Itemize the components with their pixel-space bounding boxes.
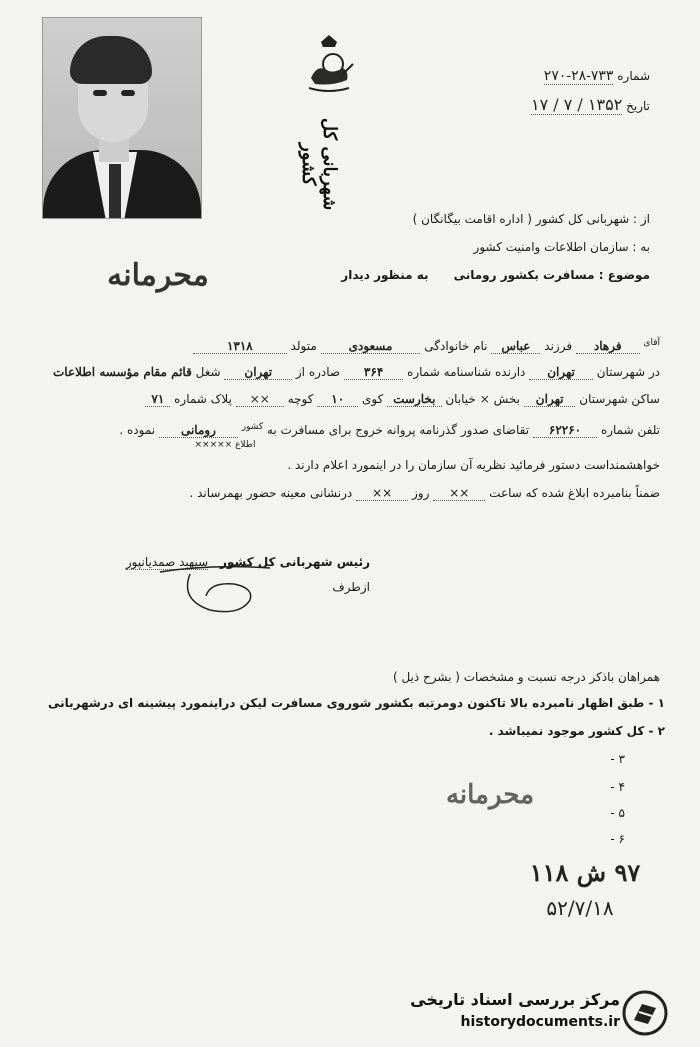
- subject-label: موضوع :: [598, 268, 650, 282]
- street-name: بخارست: [387, 392, 441, 407]
- body-line-4: تلفن شماره ۶۲۲۶۰ تقاضای صدور گذرنامه پروانه خروج برای مسافرت به $^{کشور}$ رومانی نموده .: [119, 422, 660, 437]
- from-label: از :: [633, 212, 650, 226]
- portrait-photo: [42, 17, 202, 219]
- number-label: شماره: [617, 69, 650, 83]
- subject-value: مسافرت بکشور رومانی: [453, 268, 595, 282]
- footer-url: historydocuments.ir: [460, 1014, 620, 1030]
- classification-stamp: محرمانه: [107, 258, 209, 293]
- companion-item: ۴ -: [610, 780, 625, 794]
- from-line: [360, 212, 650, 226]
- footer-title: مرکز بررسی اسناد تاریخی: [410, 990, 620, 1009]
- from-value: شهربانی کل کشور ( اداره اقامت بیگانگان ): [412, 212, 630, 226]
- companions-heading: همراهان باذکر درجه نسبت و مشخصات ( بشرح ذیل ): [392, 670, 660, 684]
- archive-logo-icon: [622, 990, 668, 1036]
- first-name: فرهاد: [576, 339, 640, 354]
- date-label: تاریخ: [626, 99, 650, 113]
- on-behalf-label: ازطرف: [332, 580, 370, 594]
- number-value: ۷۳۳-۲۸-۲۷۰: [543, 68, 614, 84]
- body-line-3: ساکن شهرستان تهران بخش × خیابان بخارست کوی ۱۰ کوچه ×× پلاک شماره ۷۱: [60, 392, 660, 406]
- handwritten-signature: [150, 560, 300, 620]
- surname: مسعودی: [321, 339, 421, 354]
- to-value: سازمان اطلاعات وامنیت کشور: [473, 240, 629, 254]
- companion-item: ۲ - کل کشور موجود نمیباشد .: [488, 724, 665, 738]
- lion-and-sun-emblem-icon: [303, 34, 355, 94]
- handwritten-note-1: ۹۷ ش ۱۱۸: [529, 858, 641, 887]
- country-note: اطلاع ×××××: [194, 440, 256, 450]
- number-line: [480, 68, 650, 84]
- companion-item: ۵ -: [610, 806, 625, 820]
- body-line-2: در شهرستان تهران دارنده شناسنامه شماره ۳۶۴ صادره از تهران شغل قائم مقام مؤسسه اطلاعات: [52, 365, 660, 379]
- to-line: [400, 240, 650, 254]
- classification-stamp-lower: محرمانه: [445, 780, 535, 810]
- father-name: عباس: [491, 339, 540, 354]
- body-line-6: ضمناً بنامبرده ابلاغ شده که ساعت ×× روز ×× درنشانی معینه حضور بهمرساند .: [189, 486, 660, 500]
- body-line-5: خواهشمنداست دستور فرمائید نظریه آن سازمان را در اینمورد اعلام دارند .: [287, 458, 660, 472]
- companion-item: ۶ -: [610, 832, 625, 846]
- date-line: [470, 95, 650, 114]
- destination-country: رومانی: [159, 423, 238, 438]
- signature-title: رئیس شهربانی کل کشور: [220, 555, 370, 569]
- companion-item: ۱ - طبق اظهار نامبرده بالا تاکنون دومرتبه بکشور شوروی مسافرت لیکن دراینمورد پیشینه ای درشهربانی: [47, 696, 665, 710]
- subject-line: [280, 268, 650, 282]
- companion-item: ۳ -: [610, 752, 625, 766]
- date-value: ۱۳۵۲ / ۷ / ۱۷: [531, 95, 623, 114]
- signature-name: سپهبد صمدیانپور: [125, 555, 209, 569]
- body-line-1: $^{آقای}$ فرهاد فرزند عباس نام خانوادگی مسعودی متولد ۱۳۱۸: [60, 338, 660, 353]
- id-number: ۳۶۴: [344, 365, 403, 380]
- phone-number: ۶۲۲۶۰: [533, 423, 597, 438]
- birth-year: ۱۳۱۸: [193, 339, 287, 354]
- organization-name: شهربانی کل کشور: [298, 117, 340, 211]
- handwritten-note-2: ۵۲/۷/۱۸: [546, 896, 614, 920]
- job-title: قائم مقام مؤسسه اطلاعات: [52, 365, 192, 379]
- to-label: به :: [632, 240, 650, 254]
- subject-purpose: به منظور دیدار: [341, 268, 429, 282]
